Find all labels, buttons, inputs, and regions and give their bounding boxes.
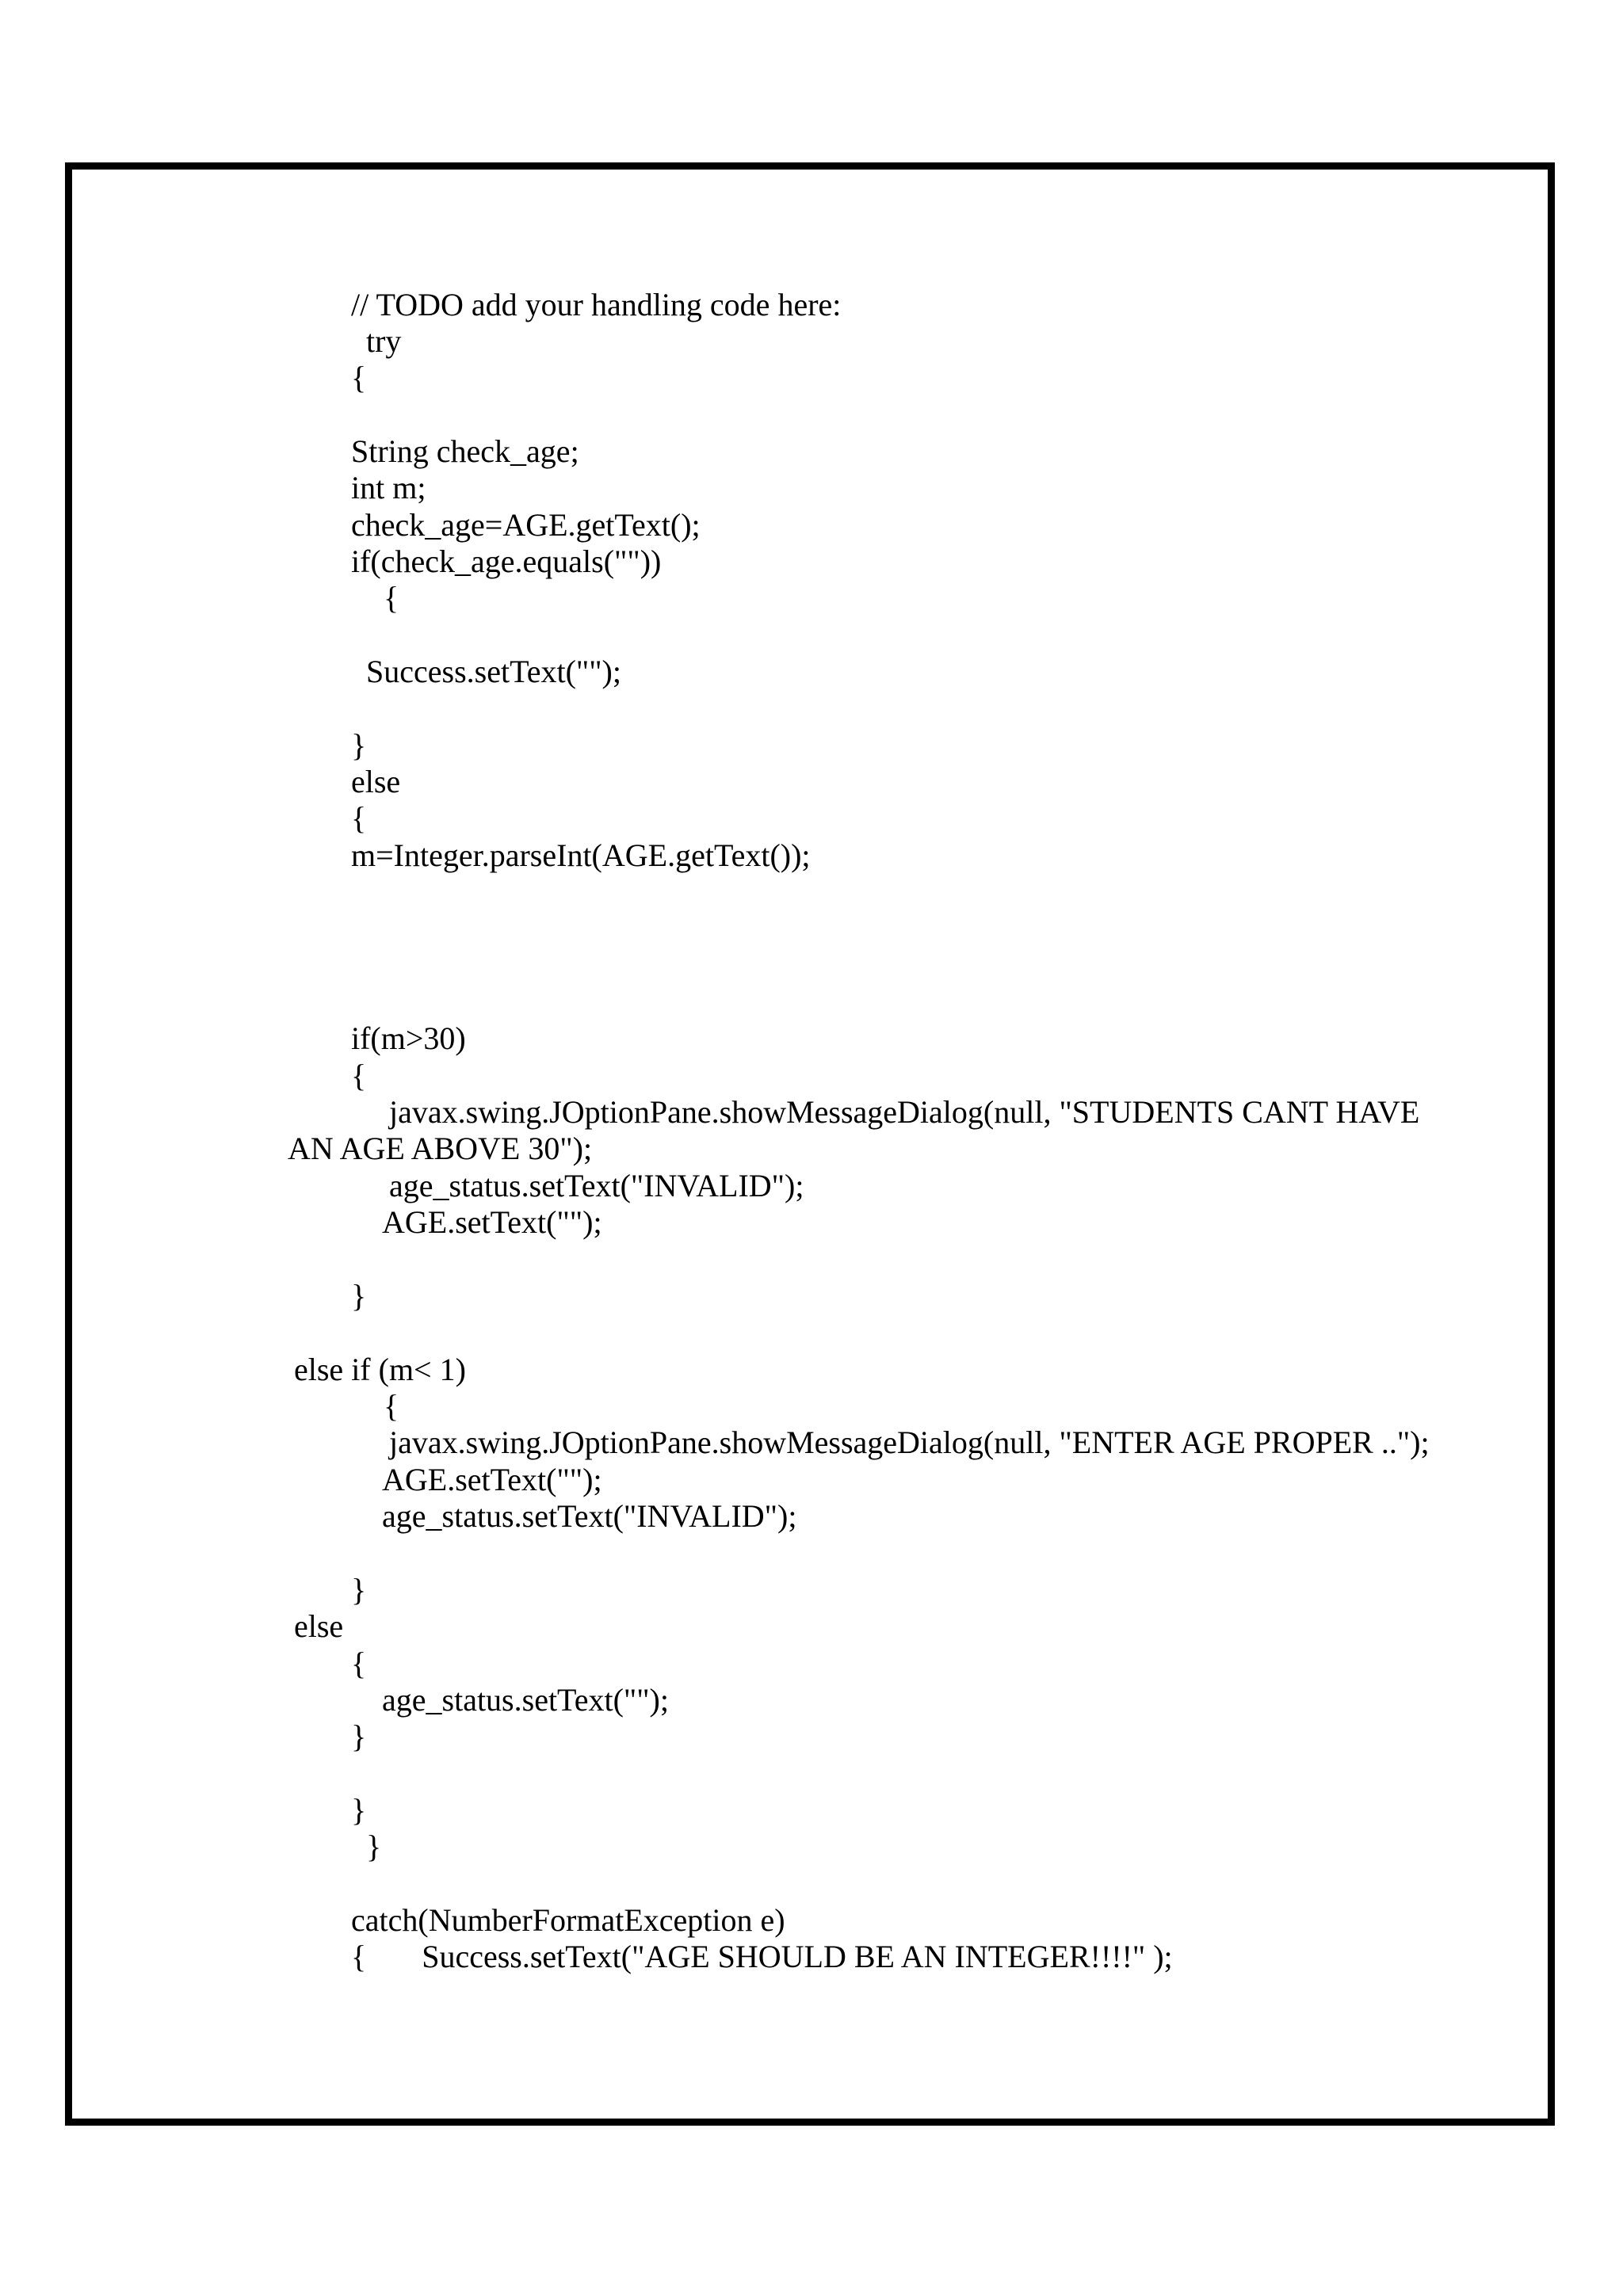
code-line: { xyxy=(351,360,367,395)
code-line: age_status.setText("INVALID"); xyxy=(389,1168,804,1203)
code-line: { xyxy=(384,1388,399,1424)
code-line: javax.swing.JOptionPane.showMessageDialog(null, "ENTER AGE PROPER .."); xyxy=(389,1425,1430,1460)
code-line: { Success.setText("AGE SHOULD BE AN INTEGER!!!!" ); xyxy=(351,1939,1173,1974)
code-line: m=Integer.parseInt(AGE.getText()); xyxy=(351,837,811,873)
code-line: // TODO add your handling code here: xyxy=(351,287,842,322)
code-line: } xyxy=(351,1572,367,1608)
code-line: { xyxy=(351,1646,367,1681)
code-line: else xyxy=(294,1608,344,1644)
code-line: int m; xyxy=(351,470,426,505)
code-line: age_status.setText(""); xyxy=(382,1682,669,1718)
code-line: AGE.setText(""); xyxy=(382,1462,602,1497)
code-line: } xyxy=(351,1278,367,1314)
code-line: try xyxy=(366,323,402,359)
code-line: { xyxy=(351,800,367,836)
code-line: else xyxy=(351,764,401,799)
code-line: AN AGE ABOVE 30"); xyxy=(288,1131,593,1166)
code-line: } xyxy=(351,1718,367,1754)
code-line: if(m>30) xyxy=(351,1020,466,1056)
code-line: AGE.setText(""); xyxy=(382,1204,602,1240)
code-line: { xyxy=(384,580,399,616)
code-line: { xyxy=(351,1058,367,1093)
code-line: catch(NumberFormatException e) xyxy=(351,1902,785,1938)
code-line: check_age=AGE.getText(); xyxy=(351,507,701,543)
code-line: age_status.setText("INVALID"); xyxy=(382,1498,797,1534)
code-line: } xyxy=(351,727,367,763)
code-line: else if (m< 1) xyxy=(294,1352,466,1387)
code-line: String check_age; xyxy=(351,433,579,469)
code-line: javax.swing.JOptionPane.showMessageDialog(null, "STUDENTS CANT HAVE xyxy=(389,1094,1420,1130)
code-line: Success.setText(""); xyxy=(366,654,621,689)
code-line: } xyxy=(351,1792,367,1828)
code-line: if(check_age.equals("")) xyxy=(351,543,662,579)
code-line: } xyxy=(366,1829,382,1864)
